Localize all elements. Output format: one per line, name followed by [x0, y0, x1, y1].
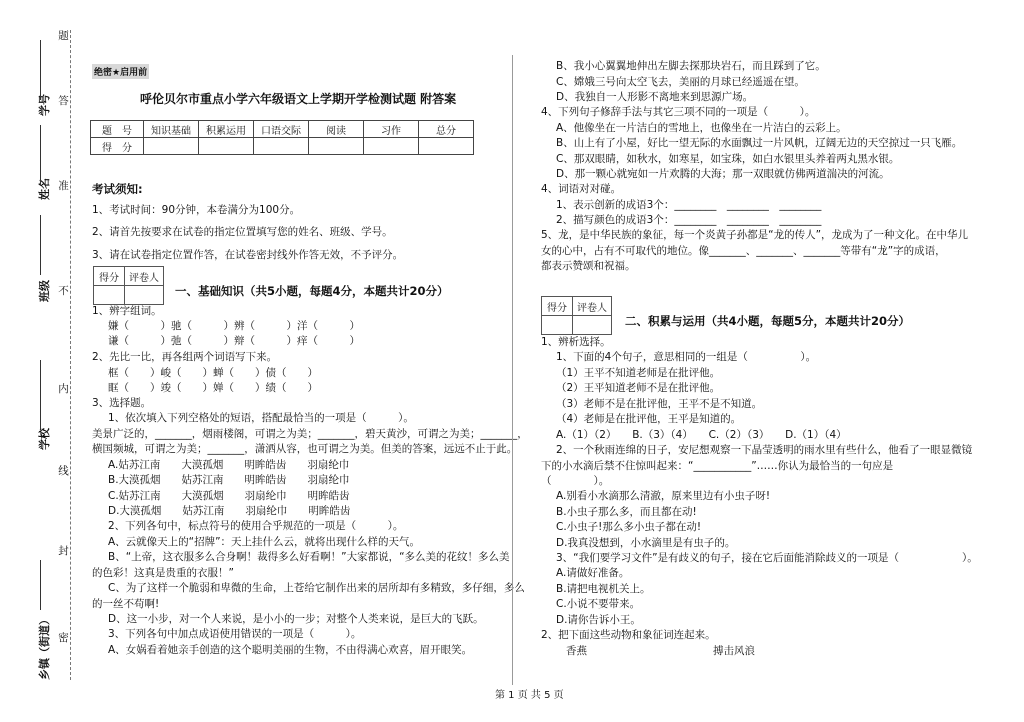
text-line: 框（ ）峻（ ）蝉（ ）债（ ） — [108, 367, 318, 379]
score-value-row — [91, 138, 474, 155]
score-col-reading: 阅读 — [309, 121, 364, 138]
town-label: 乡镇（街道） — [38, 614, 51, 680]
text-line: D.我真没想到，小水滴里是有虫子的。 — [556, 537, 736, 549]
text-line: 2、描写颜色的成语3个：________ ________ ________ — [556, 214, 822, 226]
text-line: 香燕 搏击风浪 — [566, 645, 755, 657]
text-line: 的色彩！这真是贵重的衣服！” — [92, 567, 234, 579]
text-line: B、我小心翼翼地伸出左脚去探那块岩石，而且踩到了它。 — [556, 60, 826, 72]
text-line: 1、下面的4个句子，意思相同的一组是（ ）。 — [556, 351, 817, 363]
text-line: 2、先比一比，再各组两个词语写下来。 — [92, 351, 278, 363]
score-col-oral: 口语交际 — [254, 121, 309, 138]
text-line: 都表示赞颂和祝福。 — [541, 260, 636, 272]
text-line: 眶（ ）竣（ ）婵（ ）绩（ ） — [108, 382, 318, 394]
section1-title: 一、基础知识（共5小题，每题4分，本题共计20分） — [175, 284, 449, 298]
text-line: （ ）。 — [541, 475, 610, 487]
text-line: 嫌（ ）驰（ ）辨（ ）洋（ ） — [108, 320, 360, 332]
seal-line — [70, 30, 71, 680]
binding-char-ti: 题 — [57, 30, 69, 42]
grader-box-1 — [93, 266, 164, 305]
text-line: 2、一个秋雨连绵的日子，安尼想观察一下晶莹透明的雨水里有些什么，他看了一眼显微镜 — [556, 444, 973, 456]
binding-char-bu: 不 — [57, 285, 69, 297]
binding-char-mi: 密 — [57, 632, 69, 644]
text-line: 3、下列各句中加点成语使用错误的一项是（ ）。 — [108, 628, 362, 640]
text-line: （4）老师是在批评他，王平是知道的。 — [556, 413, 742, 425]
text-line: 女的心中，占有不可取代的地位。像_______、_______、_______等带有“龙”字的成语， — [541, 245, 946, 257]
text-line: 2、下列各句中，标点符号的使用合乎规范的一项是（ ）。 — [108, 520, 404, 532]
text-line: 横国频城，可谓之为美；_______，潇洒从容，也可谓之为美。但美的答案，远远不止于此。 — [92, 443, 518, 455]
text-line: D、那一颗心就宛如一片欢腾的大海；那一双眼就仿佛两道湍决的河流。 — [556, 168, 890, 180]
text-line: A、云就像天上的“招牌”：天上挂什么云，就将出现什么样的天气。 — [108, 536, 421, 548]
text-line: 5、龙，是中华民族的象征，每一个炎黄子孙都是“龙的传人”，龙成为了一种文化。在中华儿 — [541, 229, 969, 241]
text-line: 3、“我们要学习文件”是有歧义的句子，接在它后面能消除歧义的一项是（ ）。 — [556, 552, 978, 564]
binding-char-zhun: 准 — [57, 180, 69, 192]
text-line: C.姑苏江南 大漠孤烟 羽扇纶巾 明眸皓齿 — [108, 490, 350, 502]
text-line: B、“上帝，这衣服多么合身啊！裁得多么好看啊！”大家都说，“多么美的花纹！多么美 — [108, 551, 510, 563]
text-line: C、那双眼睛，如秋水，如寒星，如宝珠，如白水银里头养着两丸黑水银。 — [556, 153, 900, 165]
text-line: C.小虫子!那么多小虫子都在动! — [556, 521, 702, 533]
score-row-label: 得 分 — [91, 138, 144, 155]
class-line — [40, 215, 41, 275]
notice-item: 3、请在试卷指定位置作答，在试卷密封线外作答无效，不予评分。 — [92, 249, 404, 261]
grader-box-2 — [541, 296, 612, 335]
score-table — [90, 120, 474, 155]
score-col-label: 题 号 — [91, 121, 144, 138]
notice-item: 2、请首先按要求在试卷的指定位置填写您的姓名、班级、学号。 — [92, 226, 393, 238]
class-label: 班级 — [38, 280, 51, 302]
text-line: B.请把电视机关上。 — [556, 583, 651, 595]
text-line: 美景广泛的，_______，烟雨楼阁，可谓之为美；_______，碧天黄沙，可谓之为美；_______， — [92, 428, 528, 440]
text-line: 1、辨字组词。 — [92, 305, 162, 317]
name-line — [40, 125, 41, 185]
page-footer: 第 1 页 共 5 页 — [495, 690, 564, 701]
text-line: 下的小水滴后禁不住惊叫起来：“___________”……你认为最恰当的一句应是 — [541, 460, 894, 472]
notice-item: 1、考试时间：90分钟，本卷满分为100分。 — [92, 204, 301, 216]
column-divider — [512, 55, 513, 685]
name-label: 姓名 — [38, 178, 51, 200]
grader-name-label: 评卷人 — [573, 297, 612, 316]
text-line: D、我独自一人形影不离地来到思源广场。 — [556, 91, 754, 103]
text-line: 2、把下面这些动物和象征词连起来。 — [541, 629, 716, 641]
score-col-basic: 知识基础 — [144, 121, 199, 138]
text-line: 谦（ ）弛（ ）辩（ ）痒（ ） — [108, 335, 360, 347]
text-line: 1、辨析选择。 — [541, 336, 611, 348]
text-line: A、女娲看着她亲手创造的这个聪明美丽的生物，不由得满心欢喜，眉开眼笑。 — [108, 644, 473, 656]
binding-char-xian: 线 — [57, 465, 69, 477]
text-line: B.大漠孤烟 姑苏江南 明眸皓齿 羽扇纶巾 — [108, 474, 350, 486]
school-label: 学校 — [38, 428, 51, 450]
text-line: A.（1）（2） B.（3）（4） C.（2）（3） D.（1）（4） — [556, 429, 847, 441]
text-line: （2）王平知道老师不是在批评他。 — [556, 382, 721, 394]
binding-margin — [0, 0, 78, 722]
text-line: A.姑苏江南 大漠孤烟 明眸皓齿 羽扇纶巾 — [108, 459, 350, 471]
grader-name-label: 评卷人 — [125, 267, 164, 286]
text-line: （1）王平不知道老师是在批评他。 — [556, 367, 721, 379]
text-line: C、嫦娥三号向太空飞去，美丽的月球已经遥遥在望。 — [556, 76, 805, 88]
text-line: 1、依次填入下列空格处的短语，搭配最恰当的一项是（ ）。 — [108, 412, 414, 424]
secret-badge: 绝密★启用前 — [92, 64, 149, 79]
text-line: A.请做好准备。 — [556, 567, 630, 579]
text-line: A.别看小水滴那么清澈，原来里边有小虫子呀! — [556, 490, 771, 502]
school-line — [40, 360, 41, 430]
text-line: 3、选择题。 — [92, 397, 152, 409]
grader-score-label: 得分 — [542, 297, 573, 316]
text-line: A、他像坐在一片洁白的雪地上，也像坐在一片洁白的云彩上。 — [556, 122, 847, 134]
section2-title: 二、积累与运用（共4小题，每题5分，本题共计20分） — [625, 314, 911, 328]
exam-title: 呼伦贝尔市重点小学六年级语文上学期开学检测试题 附答案 — [140, 92, 457, 106]
binding-char-nei: 内 — [57, 383, 69, 395]
text-line: 1、表示创新的成语3个：________ ________ ________ — [556, 199, 822, 211]
text-line: B.小虫子那么多，而且都在动! — [556, 506, 697, 518]
text-line: D.大漠孤烟 姑苏江南 羽扇纶巾 明眸皓齿 — [108, 505, 351, 517]
text-line: C、为了这样一个脆弱和卑微的生命，上苍给它制作出来的居所却有多精致，多仔细，多么 — [108, 582, 525, 594]
text-line: D、这一小步，对一个人来说，是小小的一步；对整个人类来说，是巨大的飞跃。 — [108, 613, 484, 625]
student-id-label: 学号 — [38, 94, 51, 116]
text-line: C.小说不要带来。 — [556, 598, 641, 610]
notice-heading: 考试须知: — [92, 182, 143, 196]
score-header-row — [91, 121, 474, 138]
text-line: 4、下列句子修辞手法与其它三项不同的一项是（ ）。 — [541, 106, 816, 118]
text-line: D.请你告诉小王。 — [556, 614, 641, 626]
text-line: B、山上有了小屋，好比一望无际的水面飘过一片风帆，辽阔无边的天空掠过一只飞雁。 — [556, 137, 963, 149]
score-col-writing: 习作 — [364, 121, 419, 138]
grader-score-label: 得分 — [94, 267, 125, 286]
score-col-total: 总分 — [419, 121, 474, 138]
text-line: 的一丝不苟啊! — [92, 598, 160, 610]
town-line — [40, 560, 41, 610]
student-id-line — [40, 40, 41, 100]
text-line: 4、词语对对碰。 — [541, 183, 622, 195]
score-col-accum: 积累运用 — [199, 121, 254, 138]
binding-char-da: 答 — [57, 95, 69, 107]
text-line: （3）老师不是在批评他，王平不是不知道。 — [556, 398, 763, 410]
binding-char-feng: 封 — [57, 545, 69, 557]
